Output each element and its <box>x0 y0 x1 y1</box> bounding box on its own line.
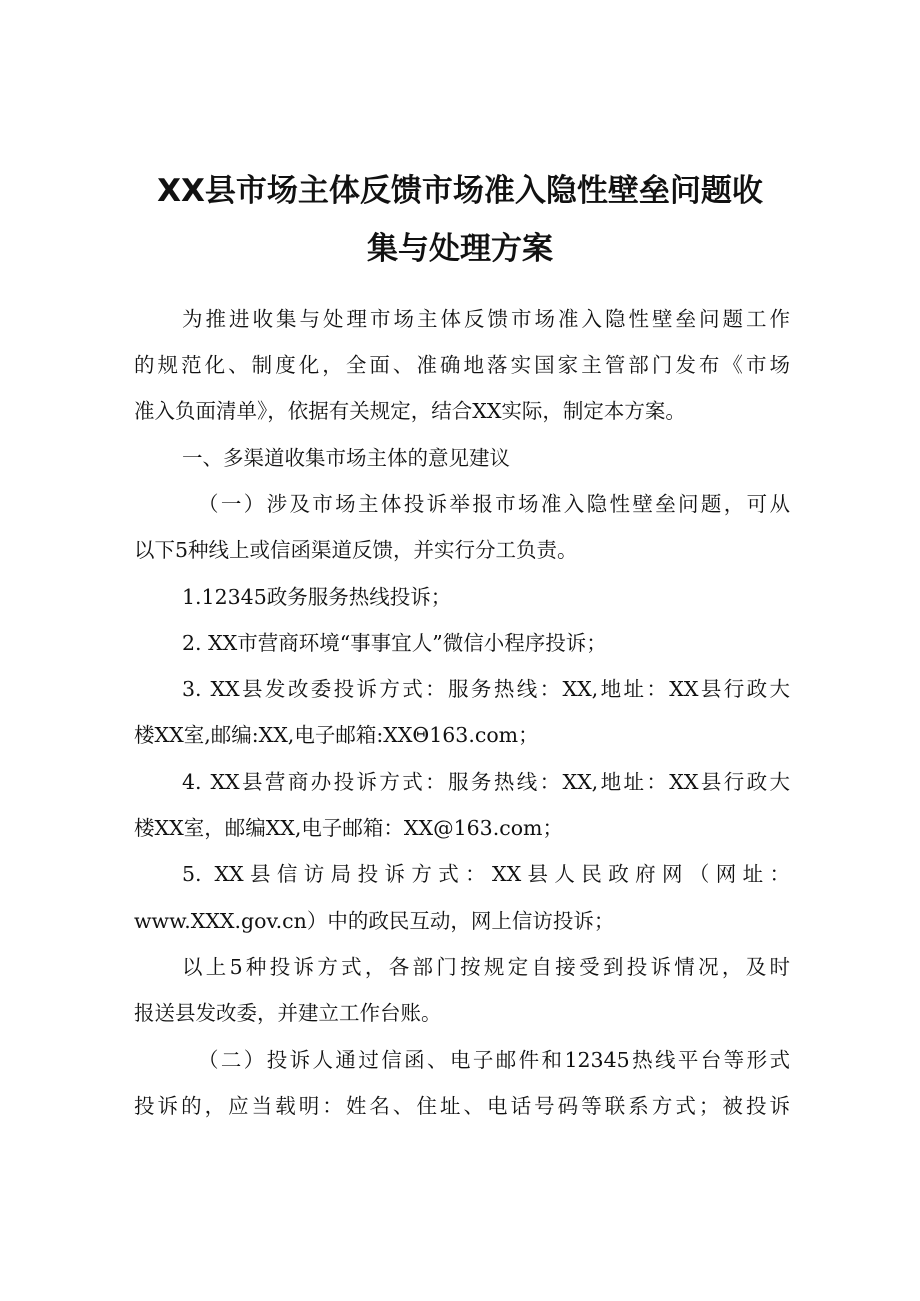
paragraph-line: 准入负面清单》，依据有关规定，结合XX实际，制定本方案。 <box>134 399 686 423</box>
list-item-continued: www.XXX.gov.cn）中的政民互动，网上信访投诉； <box>134 909 615 933</box>
paragraph-line: 以下5种线上或信函渠道反馈，并实行分工负责。 <box>134 538 578 562</box>
document-title-line-1: XX县市场主体反馈市场准入隐性壁垒问题收 <box>157 173 763 209</box>
list-item: 1.12345政务服务热线投诉； <box>182 585 452 609</box>
paragraph-line: 为推进收集与处理市场主体反馈市场准入隐性壁垒问题工作 <box>182 307 790 331</box>
list-item-continued: 楼XX室，邮编XX,电子邮箱：XX@163.com； <box>134 816 563 840</box>
list-item: 5. XX县信访局投诉方式：XX县人民政府网（网址： <box>182 862 790 886</box>
paragraph-line: （一）涉及市场主体投诉举报市场准入隐性壁垒问题，可从 <box>198 492 790 516</box>
section-heading: 一、多渠道收集市场主体的意见建议 <box>182 446 510 470</box>
paragraph-line: 报送县发改委，并建立工作台账。 <box>134 1001 442 1025</box>
list-item-continued: 楼XX室,邮编:XX,电子邮箱:XXΘ163.com； <box>134 723 539 747</box>
document-title-line-2: 集与处理方案 <box>367 231 553 267</box>
paragraph-line: 以上5种投诉方式，各部门按规定自接受到投诉情况，及时 <box>182 955 790 979</box>
paragraph-line: （二）投诉人通过信函、电子邮件和12345热线平台等形式 <box>198 1048 790 1072</box>
paragraph-line: 的规范化、制度化，全面、准确地落实国家主管部门发布《市场 <box>134 353 790 377</box>
paragraph-line: 投诉的，应当载明：姓名、住址、电话号码等联系方式；被投诉 <box>134 1094 790 1118</box>
list-item: 3. XX县发改委投诉方式：服务热线：XX,地址：XX县行政大 <box>182 677 790 701</box>
list-item: 4. XX县营商办投诉方式：服务热线：XX,地址：XX县行政大 <box>182 770 790 794</box>
list-item: 2. XX市营商环境“事事宜人”微信小程序投诉； <box>182 631 607 655</box>
